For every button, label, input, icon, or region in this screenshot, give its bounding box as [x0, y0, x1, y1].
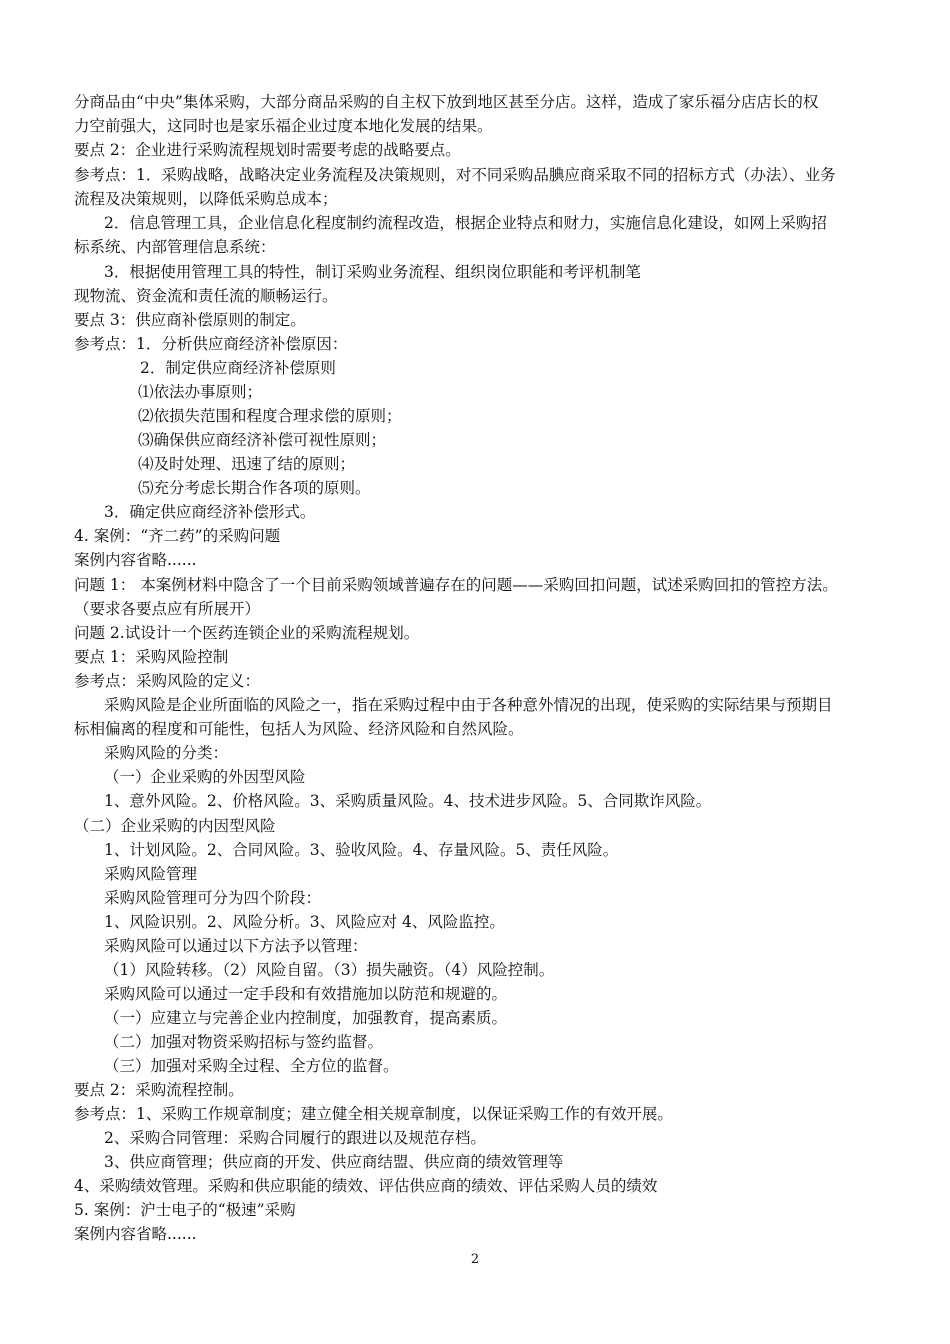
text-line: 标系统、内部管理信息系统： [74, 238, 276, 256]
text-line: 采购风险是企业所面临的风险之一，指在采购过程中由于各种意外情况的出现，使采购的实际结果与预期目 [104, 696, 833, 714]
text-line: 问题 2.试设计一个医药连锁企业的采购流程规划。 [74, 624, 420, 642]
text-line: 1、意外风险。2、价格风险。3、采购质量风险。4、技术进步风险。5、合同欺诈风险。 [104, 792, 712, 810]
text-line: 要点 1：采购风险控制 [74, 648, 229, 666]
text-line: （1）风险转移。（2）风险自留。（3）损失融资。（4）风险控制。 [104, 961, 555, 979]
text-line: 3．根据使用管理工具的特性，制订采购业务流程、组织岗位职能和考评机制笔 [104, 263, 641, 281]
text-line: 参考点：1．分析供应商经济补偿原因： [74, 335, 348, 353]
text-line: 2、采购合同管理：采购合同履行的跟进以及规范存档。 [104, 1129, 486, 1147]
text-line: 要点 2：企业进行采购流程规划时需要考虑的战略要点。 [74, 141, 461, 159]
text-line: ⑶确保供应商经济补偿可视性原则； [138, 431, 387, 449]
text-line: 案例内容省略...... [74, 551, 197, 569]
text-line: （二）企业采购的内因型风险 [74, 817, 276, 835]
text-line: ⑷及时处理、迅速了结的原则； [138, 455, 356, 473]
text-line: 参考点：1、采购工作规章制度；建立健全相关规章制度，以保证采购工作的有效开展。 [74, 1105, 673, 1123]
text-line: 采购风险可以通过一定手段和有效措施加以防范和规避的。 [104, 985, 508, 1003]
text-line: 3．确定供应商经济补偿形式。 [104, 503, 316, 521]
text-line: 3、供应商管理；供应商的开发、供应商结盟、供应商的绩效管理等 [104, 1153, 564, 1171]
text-line: 标相偏离的程度和可能性，包括人为风险、经济风险和自然风险。 [74, 720, 524, 738]
page-number: 2 [470, 1252, 480, 1267]
text-line: 分商品由“中央”集体采购，大部分商品采购的自主权下放到地区甚至分店。这样，造成了家乐福分店店长的权 [74, 93, 819, 111]
text-line: （三）加强对采购全过程、全方位的监督。 [104, 1057, 399, 1075]
text-line: 案例内容省略...... [74, 1225, 197, 1243]
text-line: 现物流、资金流和责任流的顺畅运行。 [74, 287, 338, 305]
text-line: 采购风险的分类： [104, 744, 229, 762]
text-line: 4、采购绩效管理。采购和供应职能的绩效、评估供应商的绩效、评估采购人员的绩效 [74, 1177, 658, 1195]
text-line: 2．制定供应商经济补偿原则 [140, 359, 336, 377]
text-line: 2．信息管理工具，企业信息化程度制约流程改造，根据企业特点和财力，实施信息化建设，如网上采购招 [104, 214, 827, 232]
text-line: 要点 2：采购流程控制。 [74, 1081, 244, 1099]
text-line: 采购风险可以通过以下方法予以管理： [104, 937, 368, 955]
text-line: 1、风险识别。2、风险分析。3、风险应对 4、风险监控。 [104, 913, 505, 931]
text-line: 要点 3：供应商补偿原则的制定。 [74, 311, 306, 329]
text-line: 采购风险管理可分为四个阶段： [104, 889, 322, 907]
text-line: ⑴依法办事原则； [138, 383, 263, 401]
text-line: ⑸充分考虑长期合作各项的原则。 [138, 479, 371, 497]
text-line: 问题 1： 本案例材料中隐含了一个目前采购领域普遍存在的问题——采购回扣问题，试述采购回扣的管控方法。 [74, 576, 838, 594]
text-line: 4. 案例：“齐二药”的采购问题 [74, 527, 281, 545]
text-line: ⑵依损失范围和程度合理求偿的原则； [138, 407, 402, 425]
text-line: （要求各要点应有所展开） [74, 600, 261, 618]
text-line: 参考点：1．采购战略，战略决定业务流程及决策规则，对不同采购品腆应商采取不同的招标方式（办法）、业务 [74, 166, 836, 184]
text-line: （一）企业采购的外因型风险 [104, 768, 306, 786]
text-line: 1、计划风险。2、合同风险。3、验收风险。4、存量风险。5、责任风险。 [104, 841, 619, 859]
text-line: 参考点：采购风险的定义： [74, 672, 261, 690]
text-line: 力空前强大，这同时也是家乐福企业过度本地化发展的结果。 [74, 117, 493, 135]
text-line: （一）应建立与完善企业内控制度，加强教育，提高素质。 [104, 1009, 508, 1027]
text-line: （二）加强对物资采购招标与签约监督。 [104, 1033, 384, 1051]
text-line: 流程及决策规则，以降低采购总成本； [74, 190, 338, 208]
text-line: 采购风险管理 [104, 865, 198, 883]
text-line: 5. 案例：沪士电子的“极速”采购 [74, 1201, 296, 1219]
